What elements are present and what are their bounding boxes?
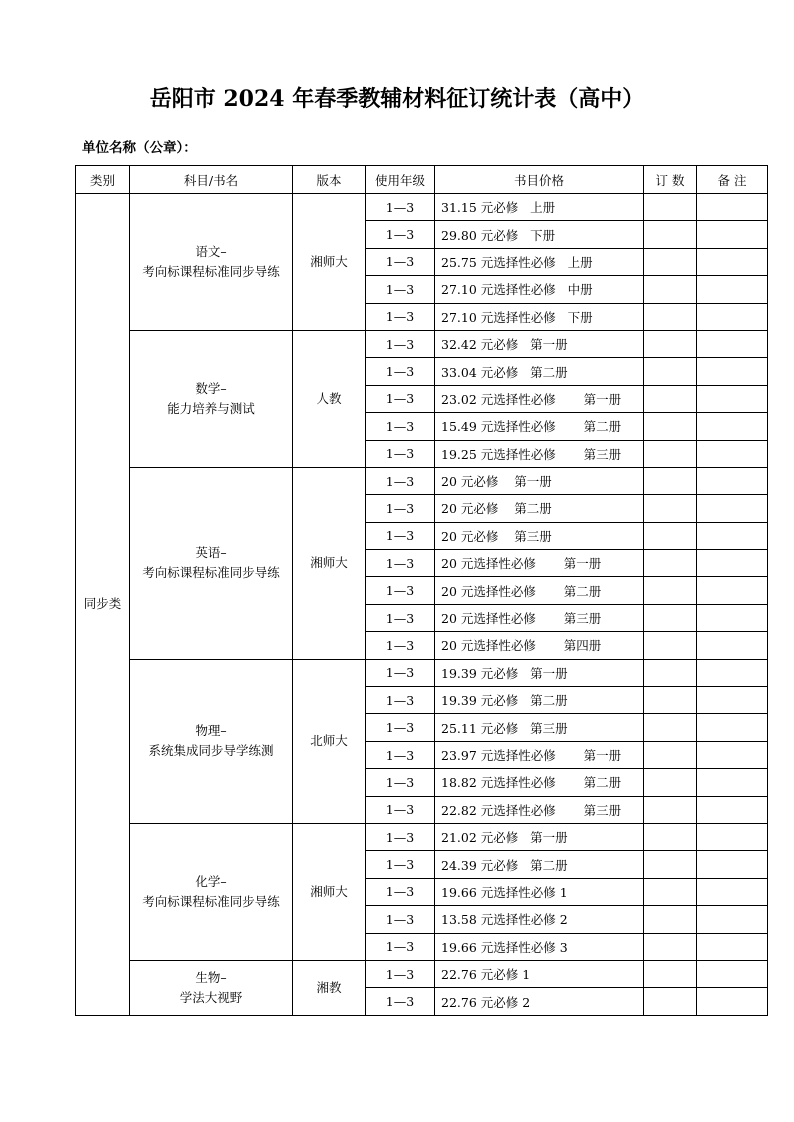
price-cell: 27.10 元选择性必修 下册 [435,303,644,330]
grade-cell: 1—3 [366,823,435,850]
quantity-input-cell[interactable] [644,221,697,248]
subject-line: 生物– [195,969,227,985]
category-cell: 同步类 [76,194,130,1016]
grade-cell: 1—3 [366,385,435,412]
remarks-input-cell[interactable] [697,988,768,1015]
subject-line: 考向标课程标准同步导练 [142,263,280,279]
subject-cell [130,823,293,960]
grade-cell: 1—3 [366,413,435,440]
quantity-input-cell[interactable] [644,522,697,549]
quantity-input-cell[interactable] [644,933,697,960]
grade-cell: 1—3 [366,550,435,577]
price-cell: 33.04 元必修 第二册 [435,358,644,385]
remarks-input-cell[interactable] [697,385,768,412]
price-cell: 20 元选择性必修 第四册 [435,632,644,659]
grade-cell: 1—3 [366,988,435,1015]
grade-cell: 1—3 [366,522,435,549]
quantity-input-cell[interactable] [644,988,697,1015]
table-row [76,960,768,987]
grade-cell: 1—3 [366,796,435,823]
remarks-input-cell[interactable] [697,303,768,330]
remarks-input-cell[interactable] [697,687,768,714]
price-cell: 27.10 元选择性必修 中册 [435,276,644,303]
subject-line: 系统集成同步导学练测 [148,743,274,759]
price-cell: 21.02 元必修 第一册 [435,823,644,850]
quantity-input-cell[interactable] [644,550,697,577]
price-cell: 19.39 元必修 第一册 [435,659,644,686]
grade-cell: 1—3 [366,714,435,741]
grade-cell: 1—3 [366,194,435,221]
quantity-input-cell[interactable] [644,851,697,878]
quantity-input-cell[interactable] [644,823,697,850]
grade-cell: 1—3 [366,330,435,357]
remarks-input-cell[interactable] [697,522,768,549]
remarks-input-cell[interactable] [697,221,768,248]
price-cell: 20 元必修 第三册 [435,522,644,549]
remarks-input-cell[interactable] [697,769,768,796]
page-title: 岳阳市 2024 年春季教辅材料征订统计表（高中） [149,86,645,112]
quantity-input-cell[interactable] [644,659,697,686]
price-cell: 29.80 元必修 下册 [435,221,644,248]
edition-cell: 湘师大 [293,194,366,331]
header-subject: 科目/书名 [130,166,293,194]
quantity-input-cell[interactable] [644,769,697,796]
remarks-input-cell[interactable] [697,358,768,385]
subject-line: 考向标课程标准同步导练 [142,565,280,581]
remarks-input-cell[interactable] [697,823,768,850]
price-cell: 20 元选择性必修 第一册 [435,550,644,577]
quantity-input-cell[interactable] [644,440,697,467]
grade-cell: 1—3 [366,276,435,303]
remarks-input-cell[interactable] [697,194,768,221]
grade-cell: 1—3 [366,741,435,768]
table-row [76,330,768,357]
remarks-input-cell[interactable] [697,604,768,631]
grade-cell: 1—3 [366,933,435,960]
price-cell: 20 元必修 第二册 [435,495,644,522]
quantity-input-cell[interactable] [644,330,697,357]
price-cell: 19.25 元选择性必修 第三册 [435,440,644,467]
price-cell: 15.49 元选择性必修 第二册 [435,413,644,440]
remarks-input-cell[interactable] [697,878,768,905]
quantity-input-cell[interactable] [644,413,697,440]
quantity-input-cell[interactable] [644,495,697,522]
edition-cell: 人教 [293,330,366,467]
grade-cell: 1—3 [366,303,435,330]
header-category: 类别 [76,166,130,194]
subject-cell [130,659,293,823]
price-cell: 22.82 元选择性必修 第三册 [435,796,644,823]
remarks-input-cell[interactable] [697,550,768,577]
edition-cell: 湘师大 [293,467,366,659]
grade-cell: 1—3 [366,440,435,467]
table-row [76,659,768,686]
table-header-row [76,166,768,194]
price-cell: 19.66 元选择性必修 1 [435,878,644,905]
remarks-input-cell[interactable] [697,330,768,357]
remarks-input-cell[interactable] [697,276,768,303]
table-row [76,194,768,221]
price-cell: 20 元选择性必修 第二册 [435,577,644,604]
order-table [75,165,768,1016]
remarks-input-cell[interactable] [697,796,768,823]
remarks-input-cell[interactable] [697,659,768,686]
remarks-input-cell[interactable] [697,714,768,741]
header-edition: 版本 [293,166,366,194]
header-grade: 使用年级 [366,166,435,194]
quantity-input-cell[interactable] [644,303,697,330]
price-cell: 22.76 元必修 2 [435,988,644,1015]
remarks-input-cell[interactable] [697,960,768,987]
subject-line: 化学– [195,873,227,889]
grade-cell: 1—3 [366,221,435,248]
remarks-input-cell[interactable] [697,413,768,440]
subject-cell [130,960,293,1015]
price-cell: 20 元选择性必修 第三册 [435,604,644,631]
edition-cell: 湘师大 [293,823,366,960]
subject-cell [130,467,293,659]
grade-cell: 1—3 [366,358,435,385]
price-cell: 20 元必修 第一册 [435,467,644,494]
grade-cell: 1—3 [366,577,435,604]
quantity-input-cell[interactable] [644,604,697,631]
price-cell: 19.66 元选择性必修 3 [435,933,644,960]
subject-cell [130,194,293,331]
price-cell: 31.15 元必修 上册 [435,194,644,221]
quantity-input-cell[interactable] [644,741,697,768]
quantity-input-cell[interactable] [644,385,697,412]
quantity-input-cell[interactable] [644,687,697,714]
grade-cell: 1—3 [366,769,435,796]
edition-cell: 湘教 [293,960,366,1015]
quantity-input-cell[interactable] [644,796,697,823]
grade-cell: 1—3 [366,248,435,275]
remarks-input-cell[interactable] [697,933,768,960]
price-cell: 23.02 元选择性必修 第一册 [435,385,644,412]
grade-cell: 1—3 [366,467,435,494]
remarks-input-cell[interactable] [697,851,768,878]
quantity-input-cell[interactable] [644,358,697,385]
quantity-input-cell[interactable] [644,276,697,303]
subject-line: 物理– [195,723,227,739]
grade-cell: 1—3 [366,960,435,987]
remarks-input-cell[interactable] [697,495,768,522]
subject-line: 能力培养与测试 [167,400,255,416]
table-row [76,467,768,494]
remarks-input-cell[interactable] [697,467,768,494]
subject-line: 语文– [195,243,227,259]
unit-name-label: 单位名称（公章）： [82,140,197,156]
price-cell: 24.39 元必修 第二册 [435,851,644,878]
price-cell: 32.42 元必修 第一册 [435,330,644,357]
price-cell: 23.97 元选择性必修 第一册 [435,741,644,768]
price-cell: 19.39 元必修 第二册 [435,687,644,714]
header-quantity: 订 数 [644,166,697,194]
remarks-input-cell[interactable] [697,248,768,275]
header-price: 书目价格 [435,166,644,194]
quantity-input-cell[interactable] [644,878,697,905]
subject-line: 英语– [195,545,227,561]
remarks-input-cell[interactable] [697,577,768,604]
price-cell: 18.82 元选择性必修 第二册 [435,769,644,796]
quantity-input-cell[interactable] [644,194,697,221]
grade-cell: 1—3 [366,878,435,905]
grade-cell: 1—3 [366,604,435,631]
subject-cell [130,330,293,467]
subject-line: 考向标课程标准同步导练 [142,893,280,909]
price-cell: 22.76 元必修 1 [435,960,644,987]
quantity-input-cell[interactable] [644,577,697,604]
remarks-input-cell[interactable] [697,632,768,659]
remarks-input-cell[interactable] [697,906,768,933]
table-body [76,194,768,1016]
grade-cell: 1—3 [366,687,435,714]
subject-line: 数学– [195,380,227,396]
subject-line: 学法大视野 [179,989,243,1005]
grade-cell: 1—3 [366,906,435,933]
grade-cell: 1—3 [366,851,435,878]
quantity-input-cell[interactable] [644,632,697,659]
remarks-input-cell[interactable] [697,440,768,467]
price-cell: 25.11 元必修 第三册 [435,714,644,741]
price-cell: 13.58 元选择性必修 2 [435,906,644,933]
price-cell: 25.75 元选择性必修 上册 [435,248,644,275]
grade-cell: 1—3 [366,632,435,659]
quantity-input-cell[interactable] [644,467,697,494]
grade-cell: 1—3 [366,659,435,686]
grade-cell: 1—3 [366,495,435,522]
edition-cell: 北师大 [293,659,366,823]
quantity-input-cell[interactable] [644,906,697,933]
quantity-input-cell[interactable] [644,960,697,987]
header-remarks: 备 注 [697,166,768,194]
table-row [76,823,768,850]
remarks-input-cell[interactable] [697,741,768,768]
quantity-input-cell[interactable] [644,248,697,275]
quantity-input-cell[interactable] [644,714,697,741]
